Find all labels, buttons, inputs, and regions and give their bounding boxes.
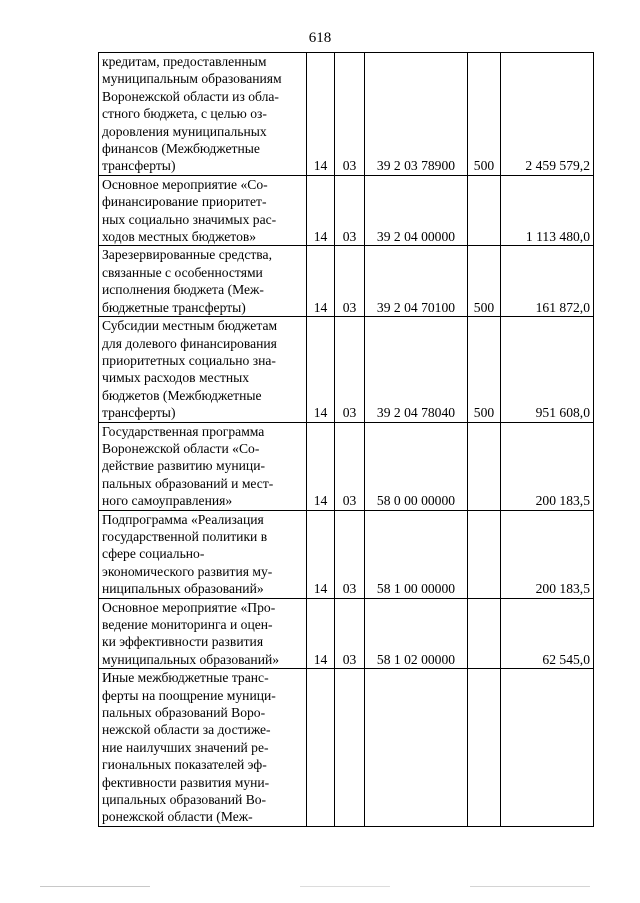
description-line: ведение мониторинга и оцен- [102,617,273,632]
page-number: 618 [308,30,332,46]
section-code-cell: 14 [307,422,335,510]
expense-description-cell [99,246,307,317]
description-line: действие развитию муници- [102,458,266,474]
description-line: экономического развития му- [102,563,273,579]
expense-description-cell [99,669,307,827]
description-line: ного самоуправления» [102,493,233,509]
expense-description-cell [99,598,307,669]
table-row [99,598,594,669]
subsection-code-cell: 03 [335,53,365,176]
expense-type-code-cell: 500 [468,317,501,422]
expense-description-cell [99,422,307,510]
section-code-cell: 14 [307,317,335,422]
expense-type-code-cell [468,598,501,669]
subsection-code-cell [335,669,365,827]
description-line: трансферты) [102,405,176,421]
table-row [99,53,594,176]
target-article-code-cell: 39 2 03 78900 [365,53,468,176]
expense-description-cell [99,53,307,176]
description-line: кредитам, предоставленным [102,54,267,69]
description-line: Субсидии местным бюджетам [102,318,278,334]
amount-cell: 200 183,5 [501,422,594,510]
amount-cell: 2 459 579,2 [501,53,594,176]
description-line: бюджетов (Межбюджетные [102,387,262,403]
description-line: бюджетные трансферты) [102,299,246,315]
description-line: Зарезервированные средства, [102,247,272,263]
description-line: финансов (Межбюджетные [102,141,260,157]
subsection-code-cell: 03 [335,598,365,669]
expense-description-cell [99,175,307,246]
table-row [99,669,594,827]
description-line: фективности развития муни- [102,774,270,790]
expense-type-code-cell [468,422,501,510]
table-row [99,510,594,598]
description-line: государственной политики в [102,528,268,544]
description-line: ципальных образований Во- [102,792,267,808]
description-line: ниципальных образований» [102,581,264,597]
target-article-code-cell: 58 0 00 00000 [365,422,468,510]
target-article-code-cell: 39 2 04 78040 [365,317,468,422]
description-line: нежской области за достиже- [102,722,271,738]
description-line: приоритетных социально зна- [102,352,276,368]
description-line: Воронежской области «Со- [102,440,260,456]
subsection-code-cell: 03 [335,422,365,510]
amount-cell: 200 183,5 [501,510,594,598]
scan-artifact-line [470,886,590,887]
target-article-code-cell: 39 2 04 70100 [365,246,468,317]
description-line: муниципальным образованиям [102,71,282,87]
expense-type-code-cell: 500 [468,53,501,176]
amount-cell: 161 872,0 [501,246,594,317]
description-line: муниципальных образований» [102,651,280,667]
description-line: доровления муниципальных [102,123,267,139]
description-line: Подпрограмма «Реализация [102,511,264,527]
description-line: исполнения бюджета (Меж- [102,282,264,298]
amount-cell: 951 608,0 [501,317,594,422]
description-line: Основное мероприятие «Со- [102,176,268,192]
table-row [99,422,594,510]
amount-cell [501,669,594,827]
scan-artifact-line [40,886,150,887]
description-line: ных социально значимых рас- [102,211,277,227]
expense-type-code-cell [468,175,501,246]
target-article-code-cell: 58 1 00 00000 [365,510,468,598]
section-code-cell: 14 [307,510,335,598]
section-code-cell: 14 [307,598,335,669]
expense-description-cell [99,510,307,598]
description-line: сфере социально- [102,546,205,562]
subsection-code-cell: 03 [335,317,365,422]
amount-cell: 1 113 480,0 [501,175,594,246]
description-line: ронежской области (Меж- [102,809,253,825]
subsection-code-cell: 03 [335,246,365,317]
section-code-cell [307,669,335,827]
expense-description-cell [99,317,307,422]
description-line: связанные с особенностями [102,264,263,280]
description-line: ферты на поощрение муници- [102,687,276,703]
description-line: ки эффективности развития [102,634,264,650]
expense-type-code-cell: 500 [468,246,501,317]
description-line: пальных образований Воро- [102,705,266,721]
target-article-code-cell [365,669,468,827]
expense-type-code-cell [468,510,501,598]
description-line: гиональных показателей эф- [102,757,267,773]
description-line: пальных образований и мест- [102,475,274,491]
subsection-code-cell: 03 [335,510,365,598]
table-row [99,317,594,422]
budget-table [98,52,594,827]
target-article-code-cell: 39 2 04 00000 [365,175,468,246]
table-row [99,246,594,317]
amount-cell: 62 545,0 [501,598,594,669]
description-line: ние наилучших значений ре- [102,739,269,755]
section-code-cell: 14 [307,175,335,246]
scan-artifact-line [300,886,390,887]
description-line: Воронежской области из обла- [102,88,279,104]
target-article-code-cell: 58 1 02 00000 [365,598,468,669]
section-code-cell: 14 [307,246,335,317]
description-line: Государственная программа [102,423,265,439]
table-row [99,175,594,246]
description-line: Иные межбюджетные транс- [102,670,269,686]
description-line: трансферты) [102,158,176,174]
expense-type-code-cell [468,669,501,827]
description-line: финансирование приоритет- [102,194,267,210]
description-line: стного бюджета, с целью оз- [102,106,267,122]
budget-table-body [99,53,594,827]
description-line: ходов местных бюджетов» [102,229,257,245]
description-line: Основное мероприятие «Про- [102,599,276,615]
description-line: для долевого финансирования [102,335,277,351]
section-code-cell: 14 [307,53,335,176]
subsection-code-cell: 03 [335,175,365,246]
description-line: чимых расходов местных [102,370,250,386]
